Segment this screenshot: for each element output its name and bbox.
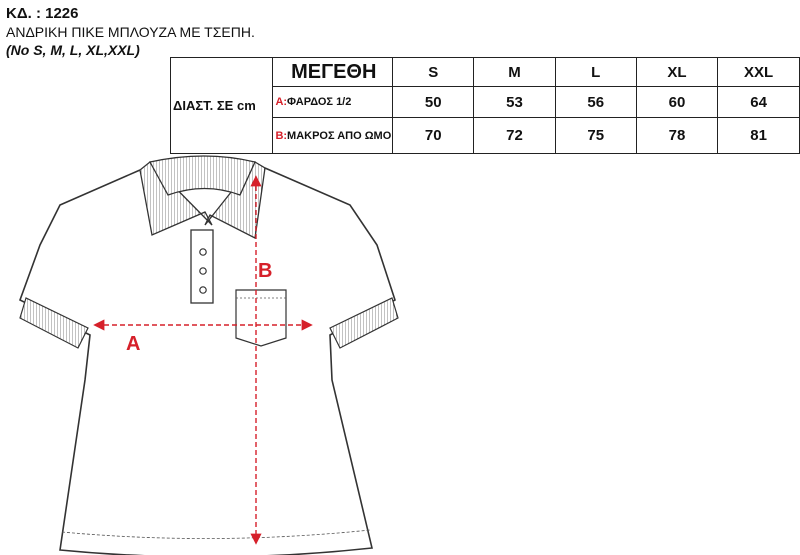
row-key-a: A: [275, 96, 288, 108]
row-label-a: ΦΑΡΔΟΣ 1/2 [287, 96, 352, 108]
dimension-unit-label: ΔΙΑΣΤ. ΣΕ cm [171, 58, 273, 154]
cell-value: 81 [718, 118, 800, 154]
size-xl: XL [636, 58, 717, 87]
size-chart-table [170, 57, 800, 154]
size-s: S [393, 58, 474, 87]
cell-value: 75 [555, 118, 636, 154]
cell-value: 60 [636, 87, 717, 118]
cell-value: 78 [636, 118, 717, 154]
size-l: L [555, 58, 636, 87]
row-label-length [273, 118, 393, 154]
row-label-b: ΜΑΚΡΟΣ ΑΠΟ ΩΜΟ [287, 129, 392, 142]
button [200, 287, 206, 293]
size-xxl: XXL [718, 58, 800, 87]
table-header-row [171, 58, 800, 87]
header [6, 4, 255, 59]
collar-back [150, 156, 255, 195]
sizes-note: (No S, M, L, XL,XXL) [6, 42, 140, 58]
cell-value: 50 [393, 87, 474, 118]
product-code: ΚΔ. : 1226 [6, 5, 79, 22]
sizes-header: ΜΕΓΕΘΗ [273, 58, 393, 87]
measure-label-a: A [126, 333, 141, 355]
row-label-width [273, 87, 393, 118]
row-key-b: B: [275, 129, 288, 142]
size-m: M [474, 58, 555, 87]
button [200, 268, 206, 274]
cell-value: 64 [718, 87, 800, 118]
cell-value: 56 [555, 87, 636, 118]
button [200, 249, 206, 255]
measure-label-b: B [258, 260, 273, 282]
cell-value: 70 [393, 118, 474, 154]
shirt-body-outline [20, 168, 395, 555]
polo-shirt-diagram [0, 150, 420, 555]
cell-value: 72 [474, 118, 555, 154]
cell-value: 53 [474, 87, 555, 118]
product-description: ΑΝΔΡΙΚΗ ΠΙΚΕ ΜΠΛΟΥΖΑ ΜΕ ΤΣΕΠΗ. [6, 24, 255, 40]
